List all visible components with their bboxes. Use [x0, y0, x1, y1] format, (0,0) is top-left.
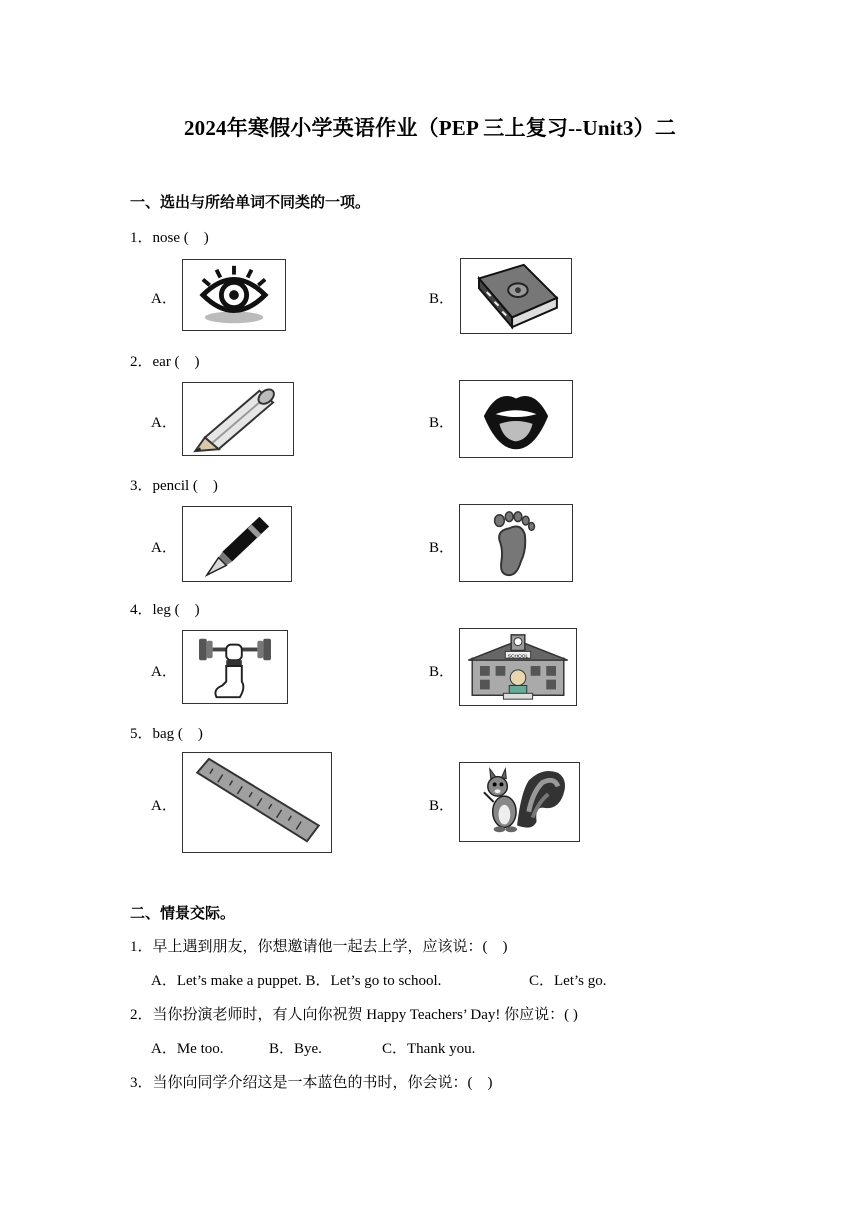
scenario-question-1: 1．早上遇到朋友，你想邀请他一起去上学，应该说：( ) — [130, 939, 508, 955]
section-1-heading: 一、选出与所给单词不同类的一项。 — [130, 195, 371, 211]
option-2a-label: A． — [151, 415, 177, 431]
option-4a-label: A． — [151, 664, 177, 680]
school-sign-text: SCHOOL — [507, 654, 529, 660]
option-1a-image[interactable] — [182, 259, 286, 331]
option-1b-image[interactable] — [460, 258, 572, 334]
school-icon — [460, 629, 576, 705]
page-title: 2024年寒假小学英语作业（PEP 三上复习--Unit3）二 — [183, 116, 677, 140]
option-3a-image[interactable] — [182, 506, 292, 582]
question-5: 5．bag ( ) — [130, 726, 203, 742]
ruler-icon — [183, 753, 331, 852]
scenario-2-option-a: A．Me too. — [151, 1041, 224, 1057]
question-1: 1．nose ( ) — [130, 230, 209, 246]
option-1b-label: B． — [429, 291, 455, 307]
option-4b-image[interactable] — [459, 628, 577, 706]
foot-icon — [460, 505, 572, 581]
question-4: 4．leg ( ) — [130, 602, 200, 618]
scenario-2-option-c: C．Thank you. — [382, 1041, 476, 1057]
option-1a-label: A． — [151, 291, 177, 307]
option-5a-image[interactable] — [182, 752, 332, 853]
eye-icon — [183, 260, 285, 330]
pencil-icon — [183, 383, 293, 455]
arm-dumbbell-icon — [183, 631, 287, 703]
option-5b-label: B． — [429, 798, 455, 814]
option-2b-image[interactable] — [459, 380, 573, 458]
squirrel-icon — [460, 763, 579, 841]
option-3b-image[interactable] — [459, 504, 573, 582]
option-5a-label: A． — [151, 798, 177, 814]
scenario-2-option-b: B．Bye. — [269, 1041, 322, 1057]
option-2a-image[interactable] — [182, 382, 294, 456]
option-2b-label: B． — [429, 415, 455, 431]
mouth-icon — [460, 381, 572, 457]
pen-icon — [183, 507, 291, 581]
question-2: 2．ear ( ) — [130, 354, 200, 370]
scenario-1-option-ab: A．Let’s make a puppet. B．Let’s go to school. — [151, 973, 442, 989]
book-icon — [461, 259, 571, 333]
option-3b-label: B． — [429, 540, 455, 556]
scenario-1-option-c: C．Let’s go. — [529, 973, 607, 989]
scenario-question-2: 2．当你扮演老师时，有人向你祝贺 Happy Teachers’ Day! 你应说：( ) — [130, 1007, 578, 1023]
question-3: 3．pencil ( ) — [130, 478, 218, 494]
scenario-question-3: 3．当你向同学介绍这是一本蓝色的书时，你会说：( ) — [130, 1075, 493, 1091]
option-5b-image[interactable] — [459, 762, 580, 842]
section-2-heading: 二、情景交际。 — [130, 906, 236, 922]
option-4a-image[interactable] — [182, 630, 288, 704]
option-3a-label: A． — [151, 540, 177, 556]
option-4b-label: B． — [429, 664, 455, 680]
